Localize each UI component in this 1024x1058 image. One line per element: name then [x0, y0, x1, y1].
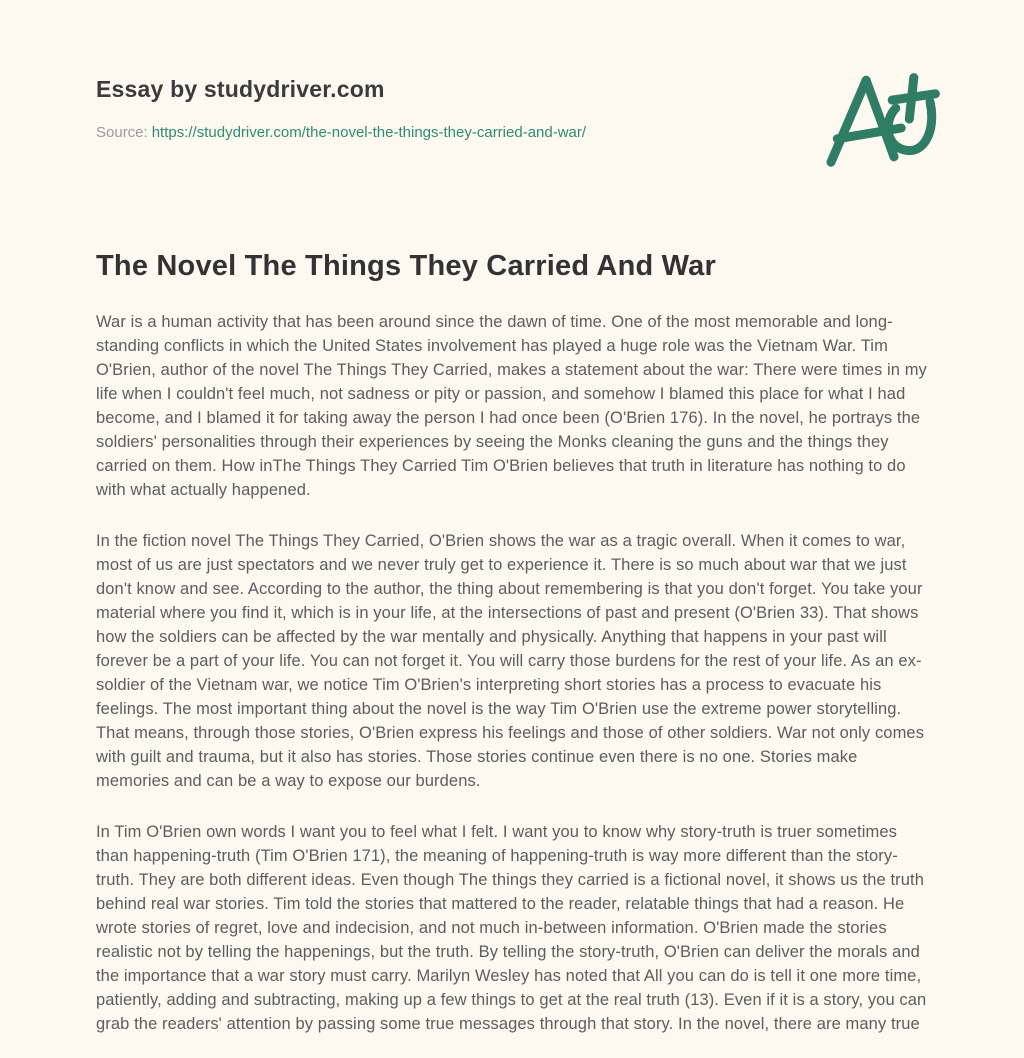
- article-title: The Novel The Things They Carried And War: [96, 250, 716, 282]
- source-line: [96, 124, 586, 141]
- article-paragraph-1: War is a human activity that has been around since the dawn of time. One of the most memorable and long-standing conflicts in which the United States involvement has played a huge role was the Vietnam War. Tim O'Brien, author of the novel The Things They Carried, makes a statement about the war: There were times in my life when I couldn't feel much, not sadness or pity or passion, and somehow I blamed this place for what I had become, and I blamed it for taking away the person I had once been (O'Brien 176). In the novel, he portrays the soldiers' personalities through their experiences by seeing the Monks cleaning the guns and the things they carried on them. How inThe Things They Carried Tim O'Brien believes that truth in literature has nothing to do with what actually happened.: [96, 313, 927, 499]
- article: [96, 250, 929, 1058]
- site-header-title: Essay by studydriver.com: [96, 76, 385, 102]
- source-url-link[interactable]: https://studydriver.com/the-novel-the-things-they-carried-and-war/: [151, 124, 587, 141]
- a-plus-logo: [822, 68, 948, 170]
- source-label: Source:: [96, 124, 148, 141]
- article-paragraph-2: In the fiction novel The Things They Carried, O'Brien shows the war as a tragic overall. When it comes to war, most of us are just spectators and we never truly get to experience it. There is so much about war that we just don't know and see. According to the author, the thing about remembering is that you don't forget. You take your material where you find it, which is in your life, at the intersections of past and present (O'Brien 33). That shows how the soldiers can be affected by the war mentally and physically. Anything that happens in your past will forever be a part of your life. You can not forget it. You will carry those burdens for the rest of your life. As an ex-soldier of the Vietnam war, we notice Tim O'Brien's interpreting short stories has a process to evacuate his feelings. The most important thing about the novel is the way Tim O'Brien use the extreme power storytelling. That means, through those stories, O'Brien express his feelings and those of other soldiers. War not only comes with guilt and trauma, but it also has stories. Those stories continue even there is no one. Stories make memories and can be a way to expose our burdens.: [96, 532, 925, 790]
- article-paragraph-3: In Tim O'Brien own words I want you to feel what I felt. I want you to know why story-truth is truer sometimes than happening-truth (Tim O'Brien 171), the meaning of happening-truth is way more different than the story-truth. They are both different ideas. Even though The things they carried is a fictional novel, it shows us the truth behind real war stories. Tim told the stories that mattered to the reader, relatable things that had a reason. He wrote stories of regret, love and indecision, and not much in-between information. O'Brien made the stories realistic not by telling the happenings, but the truth. By telling the story-truth, O'Brien can deliver the morals and the importance that a war story must carry. Marilyn Wesley has noted that All you can do is tell it one more time, patiently, adding and subtracting, making up a few things to get at the real truth (13). Even if it is a story, you can grab the readers' attention by passing some true messages through that story. In the novel, there are many true: [96, 823, 927, 1033]
